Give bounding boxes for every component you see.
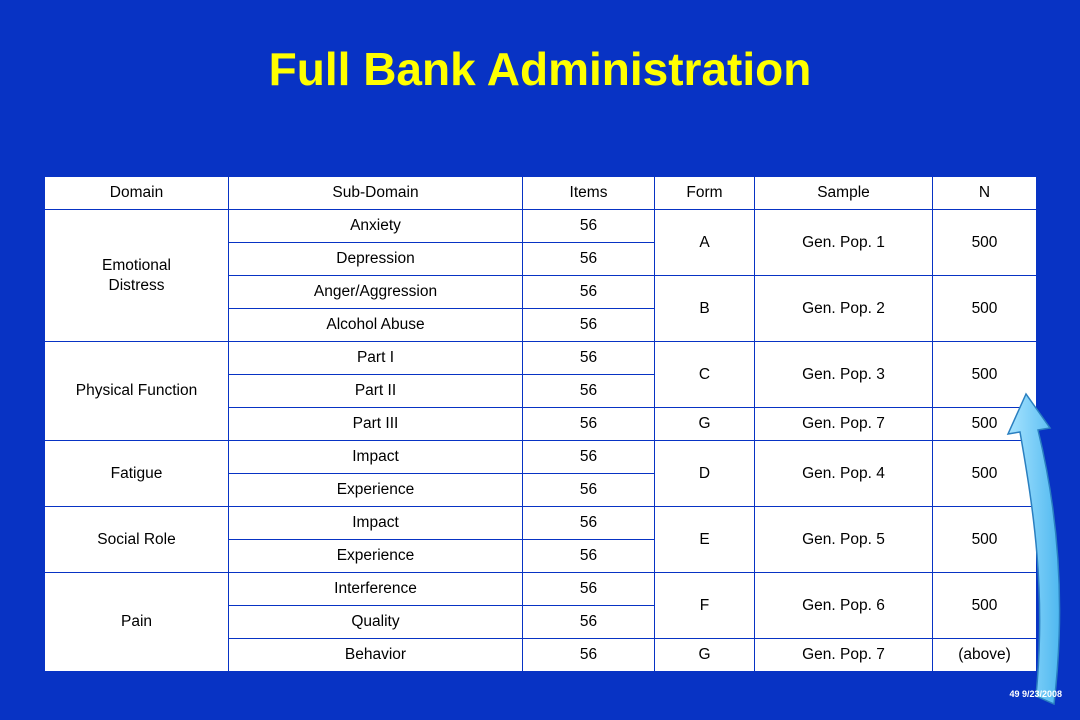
sample-cell: Gen. Pop. 4 (755, 441, 933, 507)
subdomain-cell: Impact (229, 507, 523, 540)
sample-cell: Gen. Pop. 1 (755, 210, 933, 276)
sample-cell: Gen. Pop. 7 (755, 408, 933, 441)
subdomain-cell: Part II (229, 375, 523, 408)
subdomain-cell: Anxiety (229, 210, 523, 243)
subdomain-cell: Quality (229, 606, 523, 639)
slide-title: Full Bank Administration (268, 43, 812, 95)
items-cell: 56 (523, 573, 655, 606)
sample-cell: Gen. Pop. 6 (755, 573, 933, 639)
form-cell: D (655, 441, 755, 507)
subdomain-cell: Part I (229, 342, 523, 375)
subdomain-cell: Impact (229, 441, 523, 474)
form-cell: F (655, 573, 755, 639)
subdomain-cell: Behavior (229, 639, 523, 672)
form-cell: E (655, 507, 755, 573)
sample-cell: Gen. Pop. 5 (755, 507, 933, 573)
items-cell: 56 (523, 408, 655, 441)
domain-cell: Social Role (45, 507, 229, 573)
domain-cell: Fatigue (45, 441, 229, 507)
items-cell: 56 (523, 507, 655, 540)
items-cell: 56 (523, 309, 655, 342)
items-cell: 56 (523, 639, 655, 672)
items-cell: 56 (523, 441, 655, 474)
header-form: Form (655, 177, 755, 210)
domain-cell: Physical Function (45, 342, 229, 441)
domain-cell: Emotional Distress (45, 210, 229, 342)
header-sample: Sample (755, 177, 933, 210)
n-cell: 500 (933, 276, 1037, 342)
form-cell: A (655, 210, 755, 276)
n-cell: (above) (933, 639, 1037, 672)
table-row (45, 342, 1037, 375)
items-cell: 56 (523, 606, 655, 639)
subdomain-cell: Experience (229, 474, 523, 507)
subdomain-cell: Anger/Aggression (229, 276, 523, 309)
items-cell: 56 (523, 474, 655, 507)
n-cell: 500 (933, 573, 1037, 639)
header-domain: Domain (45, 177, 229, 210)
sample-cell: Gen. Pop. 2 (755, 276, 933, 342)
n-cell: 500 (933, 507, 1037, 573)
n-cell: 500 (933, 342, 1037, 408)
items-cell: 56 (523, 243, 655, 276)
table-header-row (45, 177, 1037, 210)
n-cell: 500 (933, 210, 1037, 276)
table-row (45, 210, 1037, 243)
bank-administration-table (44, 176, 1037, 672)
subdomain-cell: Experience (229, 540, 523, 573)
items-cell: 56 (523, 276, 655, 309)
form-cell: B (655, 276, 755, 342)
domain-cell: Pain (45, 573, 229, 672)
table-row (45, 441, 1037, 474)
items-cell: 56 (523, 342, 655, 375)
table-row (45, 507, 1037, 540)
subdomain-cell: Part III (229, 408, 523, 441)
subdomain-cell: Alcohol Abuse (229, 309, 523, 342)
curved-arrow-icon (1006, 392, 1076, 712)
n-cell: 500 (933, 408, 1037, 441)
header-n: N (933, 177, 1037, 210)
header-sub-domain: Sub-Domain (229, 177, 523, 210)
form-cell: C (655, 342, 755, 408)
table-row (45, 573, 1037, 606)
items-cell: 56 (523, 210, 655, 243)
items-cell: 56 (523, 540, 655, 573)
n-cell: 500 (933, 441, 1037, 507)
subdomain-cell: Depression (229, 243, 523, 276)
header-items: Items (523, 177, 655, 210)
sample-cell: Gen. Pop. 7 (755, 639, 933, 672)
subdomain-cell: Interference (229, 573, 523, 606)
sample-cell: Gen. Pop. 3 (755, 342, 933, 408)
slide-footer: 49 9/23/2008 (1009, 689, 1062, 699)
form-cell: G (655, 408, 755, 441)
items-cell: 56 (523, 375, 655, 408)
form-cell: G (655, 639, 755, 672)
